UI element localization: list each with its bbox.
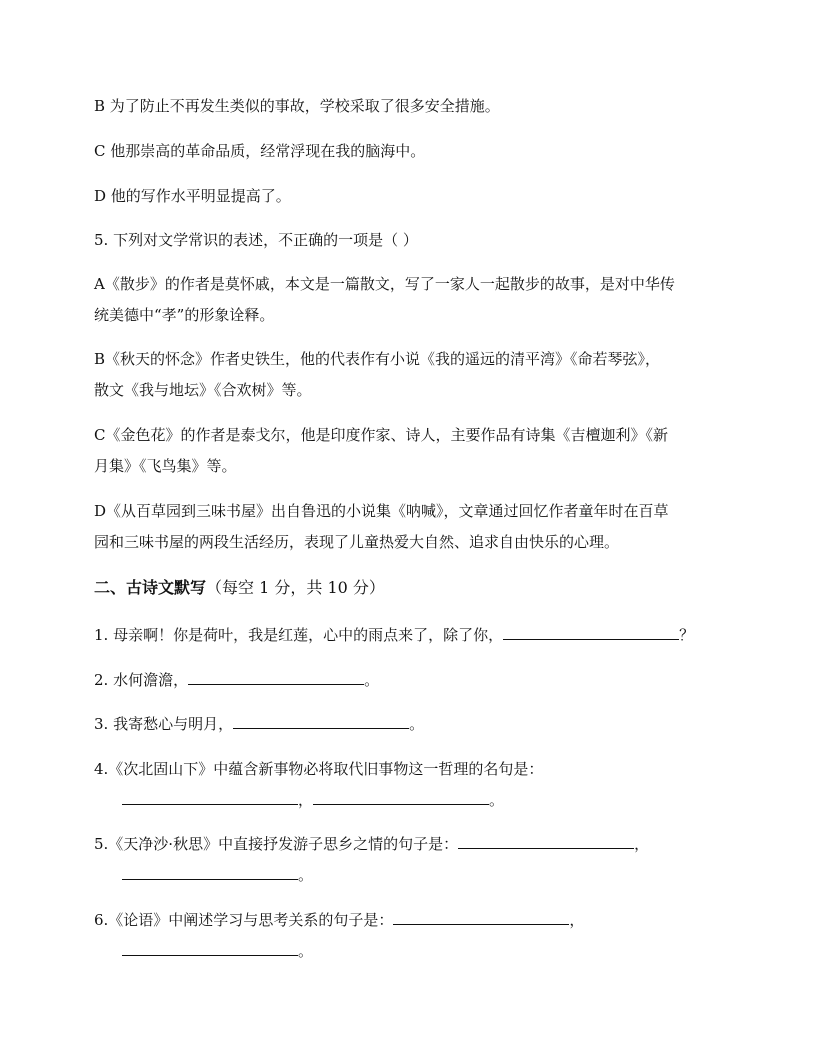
answer-blank[interactable] [122, 865, 298, 880]
fill-item-4-end: 。 [489, 791, 505, 809]
option-a-line-1: A《散步》的作者是莫怀戚，本文是一篇散文，写了一家人一起散步的故事，是对中华传 [94, 275, 675, 293]
option-d-sentence: D 他的写作水平明显提高了。 [94, 187, 291, 205]
option-b-sentence: B 为了防止不再发生类似的事故，学校采取了很多安全措施。 [94, 97, 500, 115]
answer-blank[interactable] [458, 834, 634, 849]
fill-item-5-text: 5.《天净沙·秋思》中直接抒发游子思乡之情的句子是： [94, 835, 459, 853]
option-d-line-1: D《从百草园到三味书屋》出自鲁迅的小说集《呐喊》，文章通过回忆作者童年时在百草 [94, 502, 669, 520]
answer-blank[interactable] [122, 790, 298, 805]
fill-item-6-end: 。 [298, 942, 314, 960]
option-b-line-1: B《秋天的怀念》作者史铁生，他的代表作有小说《我的遥远的清平湾》《命若琴弦》， [94, 350, 661, 368]
fill-item-6 [94, 910, 720, 930]
fill-item-6-text: 6.《论语》中阐述学习与思考关系的句子是： [94, 911, 394, 929]
fill-item-4-prompt: 4.《次北固山下》中蕴含新事物必将取代旧事物这一哲理的名句是： [94, 760, 544, 778]
answer-blank[interactable] [313, 790, 489, 805]
fill-item-2 [94, 670, 720, 690]
fill-item-3 [94, 714, 720, 734]
fill-item-6-sep: ， [569, 911, 585, 929]
answer-blank[interactable] [393, 910, 569, 925]
option-a-line-2: 统美德中“孝”的形象诠释。 [94, 306, 275, 324]
fill-item-4-sep: ， [298, 791, 314, 809]
section-points: （每空 1 分，共 10 分） [206, 578, 385, 597]
fill-item-1-text: 1. 母亲啊！你是荷叶，我是红莲，心中的雨点来了，除了你， [94, 626, 504, 644]
answer-blank[interactable] [503, 625, 679, 640]
option-c-line-2: 月集》《飞鸟集》等。 [94, 457, 237, 475]
fill-item-3-end: 。 [409, 715, 425, 733]
option-c-sentence: C 他那崇高的革命品质，经常浮现在我的脑海中。 [94, 142, 426, 160]
option-c-line-1: C《金色花》的作者是泰戈尔，他是印度作家、诗人，主要作品有诗集《吉檀迦利》《新 [94, 426, 668, 444]
option-d-line-2: 园和三味书屋的两段生活经历，表现了儿童热爱大自然、追求自由快乐的心理。 [94, 533, 620, 551]
section-title: 二、古诗文默写 [94, 578, 207, 597]
fill-item-5 [94, 834, 720, 854]
answer-blank[interactable] [233, 714, 409, 729]
section-heading [94, 578, 720, 598]
option-b-line-2: 散文《我与地坛》《合欢树》等。 [94, 381, 312, 399]
fill-item-4-answers [122, 790, 720, 810]
fill-item-2-text: 2. 水何澹澹， [94, 671, 189, 689]
fill-item-1-end: ？ [679, 626, 695, 644]
answer-blank[interactable] [122, 941, 298, 956]
fill-item-3-text: 3. 我寄愁心与明月， [94, 715, 234, 733]
fill-item-5-answers [122, 865, 720, 885]
question-5-prompt: 5. 下列对文学常识的表述，不正确的一项是（ ） [94, 231, 418, 249]
fill-item-6-answers [122, 941, 720, 961]
fill-item-5-sep: ， [634, 835, 650, 853]
fill-item-2-end: 。 [364, 671, 380, 689]
answer-blank[interactable] [188, 670, 364, 685]
fill-item-5-end: 。 [298, 866, 314, 884]
fill-item-1 [94, 625, 720, 645]
